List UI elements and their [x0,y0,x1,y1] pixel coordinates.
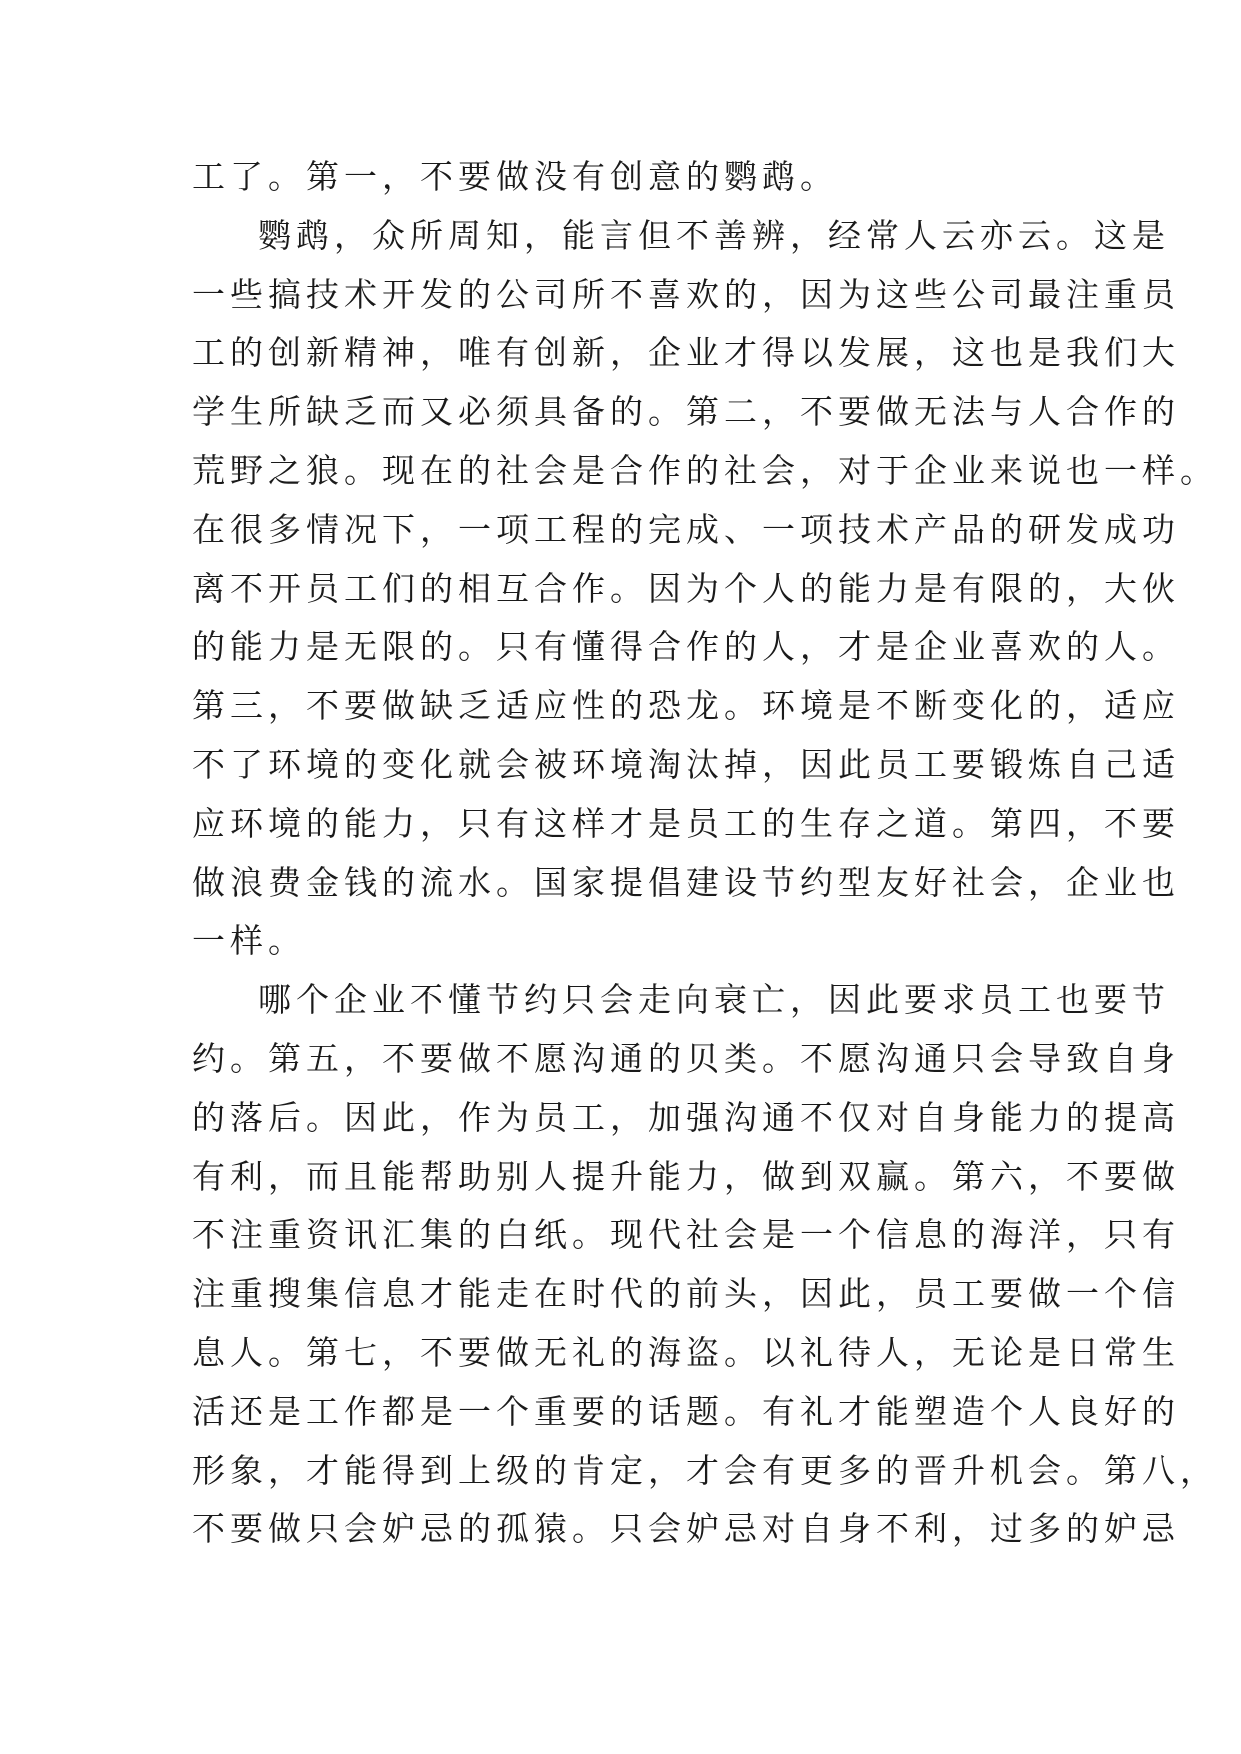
text-line: 工了。第一，不要做没有创意的鹦鹉。 [192,157,838,196]
text-line: 的落后。因此，作为员工，加强沟通不仅对自身能力的提高 [192,1097,1180,1137]
text-line: 学生所缺乏而又必须具备的。第二，不要做无法与人合作的 [192,392,1180,432]
text-line: 一些搞技术开发的公司所不喜欢的，因为这些公司最注重员 [192,274,1180,314]
text-line: 不了环境的变化就会被环境淘汰掉，因此员工要锻炼自己适 [192,744,1180,784]
text-line: 应环境的能力，只有这样才是员工的生存之道。第四，不要 [192,803,1180,843]
text-line: 形象，才能得到上级的肯定，才会有更多的晋升机会。第八， [192,1450,1218,1490]
text-line: 不要做只会妒忌的孤猿。只会妒忌对自身不利，过多的妒忌 [192,1509,1180,1549]
text-line: 做浪费金钱的流水。国家提倡建设节约型友好社会，企业也 [192,862,1180,902]
text-line: 一样。 [192,921,306,961]
paragraph-start-line: 鹦鹉，众所周知，能言但不善辨，经常人云亦云。这是 [258,215,1170,255]
body-text [192,148,1218,1559]
text-line: 活还是工作都是一个重要的话题。有礼才能塑造个人良好的 [192,1391,1180,1431]
text-line: 约。第五，不要做不愿沟通的贝类。不愿沟通只会导致自身 [192,1038,1180,1078]
text-line: 荒野之狼。现在的社会是合作的社会，对于企业来说也一样。 [192,450,1218,490]
text-line: 离不开员工们的相互合作。因为个人的能力是有限的，大伙 [192,568,1180,608]
text-line: 注重搜集信息才能走在时代的前头，因此，员工要做一个信 [192,1274,1180,1314]
text-line: 的能力是无限的。只有懂得合作的人，才是企业喜欢的人。 [192,627,1180,667]
text-line: 在很多情况下，一项工程的完成、一项技术产品的研发成功 [192,509,1180,549]
text-line: 息人。第七，不要做无礼的海盗。以礼待人，无论是日常生 [192,1332,1180,1372]
text-line: 不注重资讯汇集的白纸。现代社会是一个信息的海洋，只有 [192,1215,1180,1255]
paragraph-start-line: 哪个企业不懂节约只会走向衰亡，因此要求员工也要节 [258,980,1170,1020]
text-line: 有利，而且能帮助别人提升能力，做到双赢。第六，不要做 [192,1156,1180,1196]
text-line: 工的创新精神，唯有创新，企业才得以发展，这也是我们大 [192,333,1180,373]
text-line: 第三，不要做缺乏适应性的恐龙。环境是不断变化的，适应 [192,686,1180,726]
